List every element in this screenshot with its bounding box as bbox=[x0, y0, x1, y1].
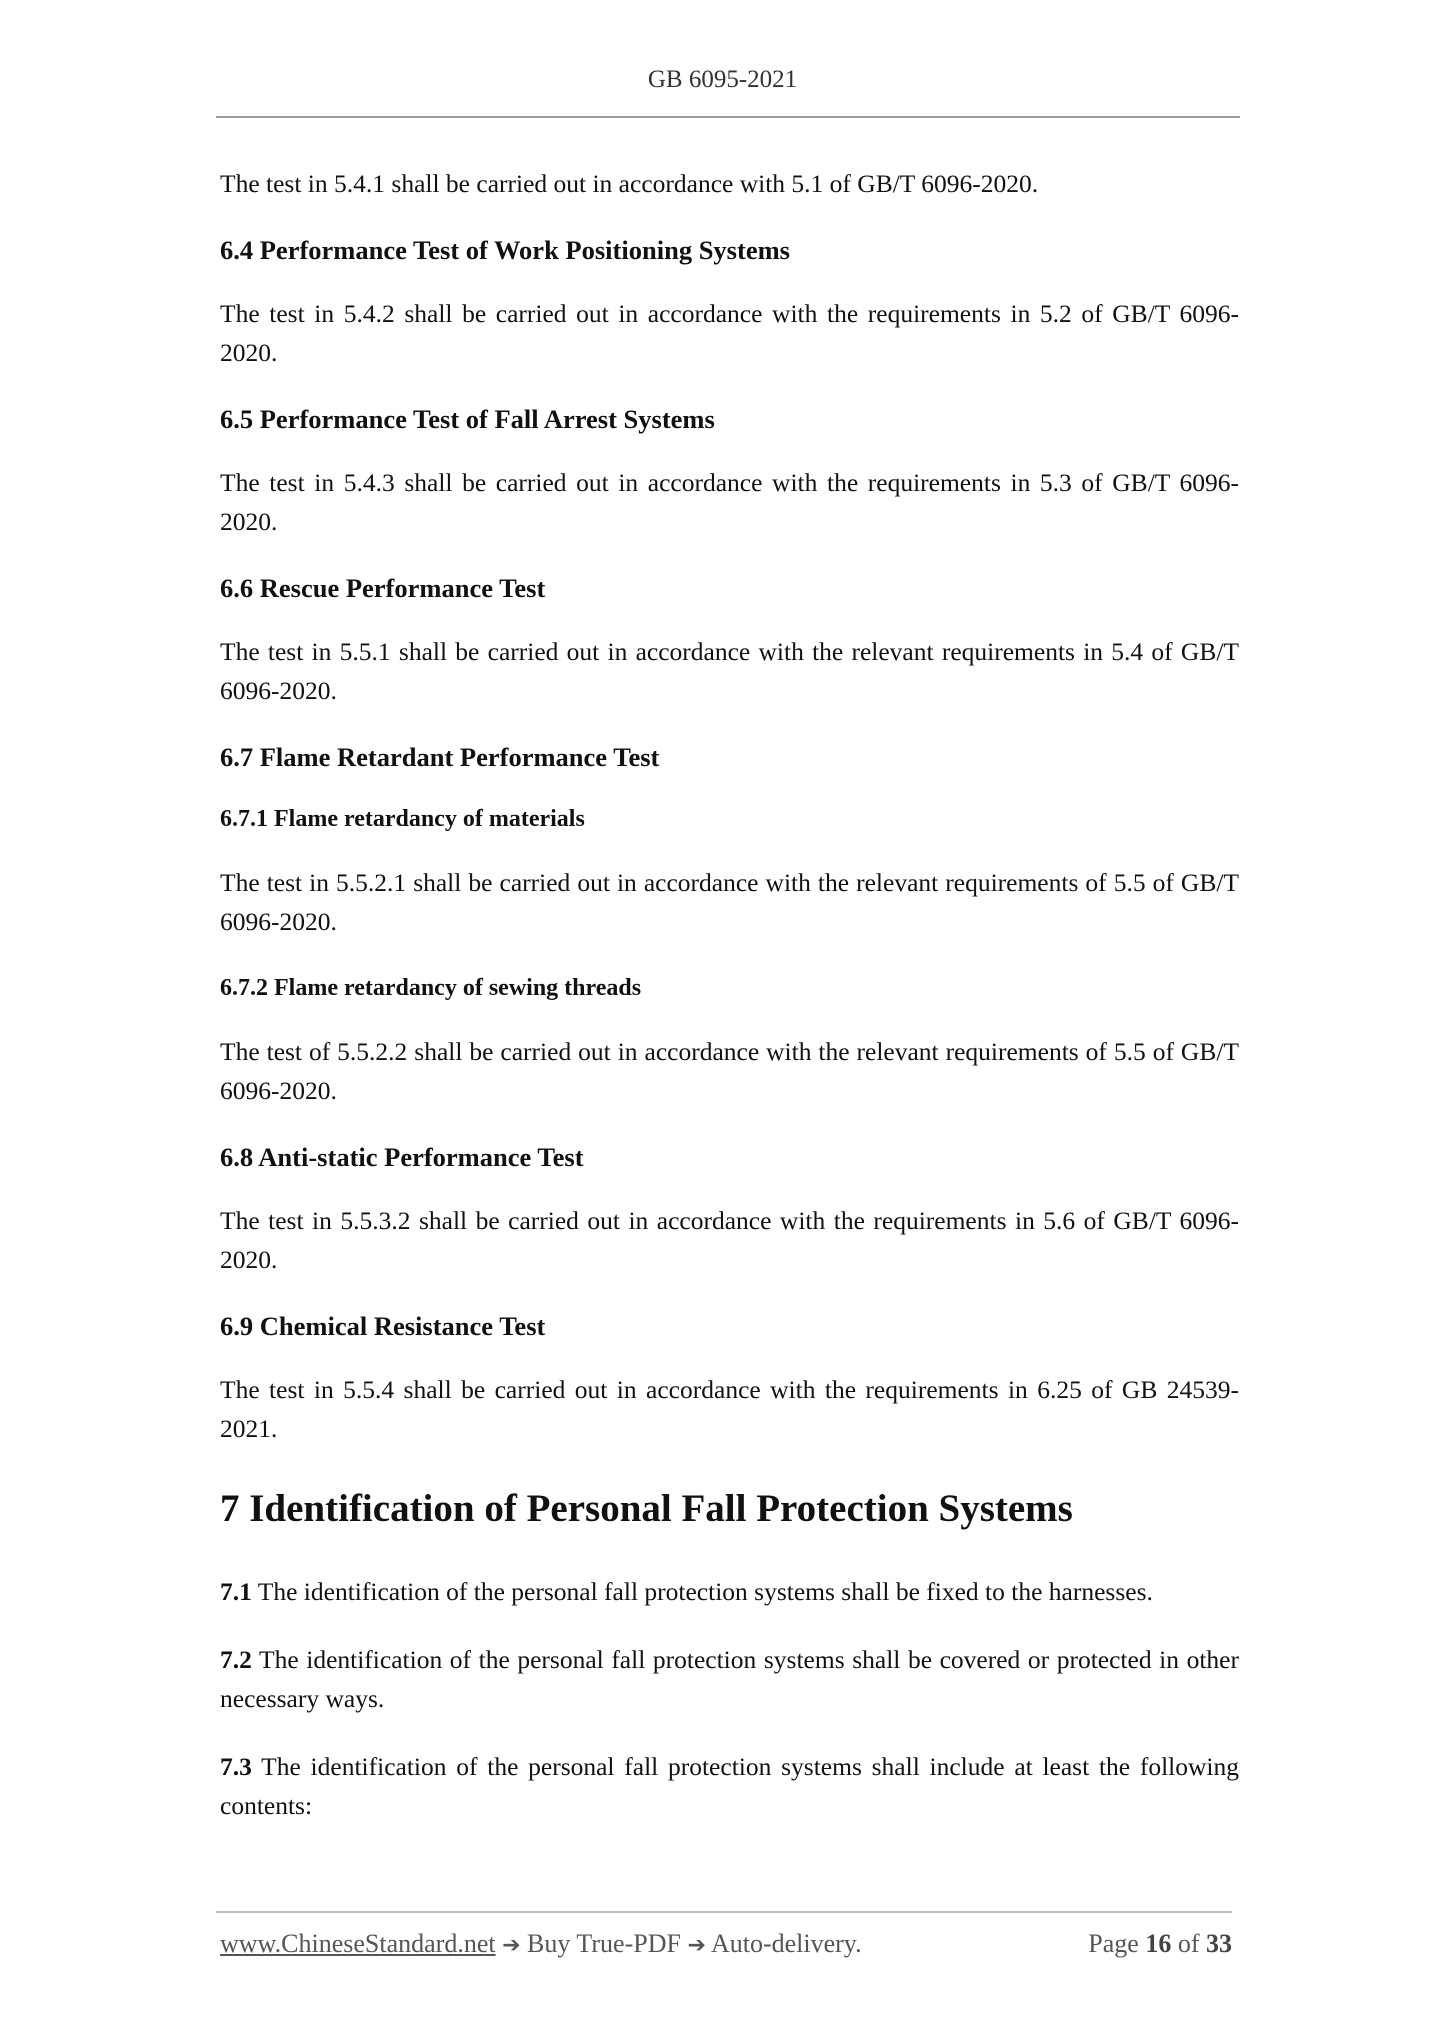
header-title: GB 6095-2021 bbox=[647, 66, 798, 93]
clause-7-1-text: The identification of the personal fall protection systems shall be fixed to the harnesses. bbox=[251, 1577, 1153, 1606]
heading-6-6: 6.6 Rescue Performance Test bbox=[220, 573, 546, 603]
header-divider bbox=[216, 116, 1240, 118]
clause-7-1 bbox=[220, 1572, 1239, 1611]
heading-6-7: 6.7 Flame Retardant Performance Test bbox=[220, 742, 660, 772]
heading-6-7-2: 6.7.2 Flame retardancy of sewing threads bbox=[220, 975, 642, 1001]
paragraph-6-5: The test in 5.4.3 shall be carried out in accordance with the requirements in 5.3 of GB/T 6096-2020. bbox=[220, 468, 1239, 536]
heading-6-5: 6.5 Performance Test of Fall Arrest Systems bbox=[220, 404, 715, 434]
clause-7-2 bbox=[220, 1640, 1239, 1718]
page-indicator bbox=[1088, 1929, 1232, 1959]
heading-6-7-1: 6.7.1 Flame retardancy of materials bbox=[220, 806, 585, 832]
page-label: Page bbox=[1088, 1929, 1139, 1958]
paragraph-6-6: The test in 5.5.1 shall be carried out in accordance with the relevant requirements in 5.4 of GB/T 6096-2020. bbox=[220, 637, 1239, 705]
paragraph-6-7-2: The test of 5.5.2.2 shall be carried out in accordance with the relevant requirements of 5.5 of GB/T 6096-2020. bbox=[220, 1037, 1239, 1105]
arrow-right-icon: ➔ bbox=[502, 1933, 521, 1958]
arrow-right-icon: ➔ bbox=[687, 1933, 706, 1958]
footer-divider bbox=[216, 1911, 1232, 1913]
clause-7-1-number: 7.1 bbox=[220, 1577, 252, 1606]
paragraph-6-7-1: The test in 5.5.2.1 shall be carried out in accordance with the relevant requirements of 5.5 of GB/T 6096-2020. bbox=[220, 868, 1239, 936]
of-label: of bbox=[1177, 1929, 1200, 1958]
clause-7-2-text: The identification of the personal fall protection systems shall be covered or protected in other necessary ways. bbox=[220, 1645, 1239, 1713]
page-content bbox=[220, 164, 1239, 1854]
paragraph-6-9: The test in 5.5.4 shall be carried out in accordance with the requirements in 6.25 of GB 24539-2021. bbox=[220, 1375, 1239, 1443]
buy-text: Buy True-PDF bbox=[520, 1929, 688, 1958]
clause-7-3 bbox=[220, 1747, 1239, 1825]
heading-6-9: 6.9 Chemical Resistance Test bbox=[220, 1311, 546, 1341]
clause-7-3-text: The identification of the personal fall protection systems shall include at least the following contents: bbox=[220, 1752, 1239, 1820]
paragraph-intro: The test in 5.4.1 shall be carried out in accordance with 5.1 of GB/T 6096-2020. bbox=[220, 169, 1039, 198]
paragraph-6-8: The test in 5.5.3.2 shall be carried out in accordance with the requirements in 5.6 of GB/T 6096-2020. bbox=[220, 1206, 1239, 1274]
page-number: 16 bbox=[1145, 1929, 1172, 1958]
heading-6-8: 6.8 Anti-static Performance Test bbox=[220, 1142, 584, 1172]
paragraph-6-4: The test in 5.4.2 shall be carried out in accordance with the requirements in 5.2 of GB/T 6096-2020. bbox=[220, 299, 1239, 367]
heading-7: 7 Identification of Personal Fall Protection Systems bbox=[220, 1487, 1073, 1530]
delivery-text: Auto-delivery. bbox=[705, 1929, 862, 1958]
footer-promo bbox=[220, 1929, 862, 1959]
clause-7-3-number: 7.3 bbox=[220, 1752, 252, 1781]
footer bbox=[220, 1929, 1232, 1965]
page-total: 33 bbox=[1206, 1929, 1232, 1958]
heading-6-4: 6.4 Performance Test of Work Positioning Systems bbox=[220, 235, 790, 265]
clause-7-2-number: 7.2 bbox=[220, 1645, 252, 1674]
site-link[interactable]: www.ChineseStandard.net bbox=[220, 1929, 496, 1958]
